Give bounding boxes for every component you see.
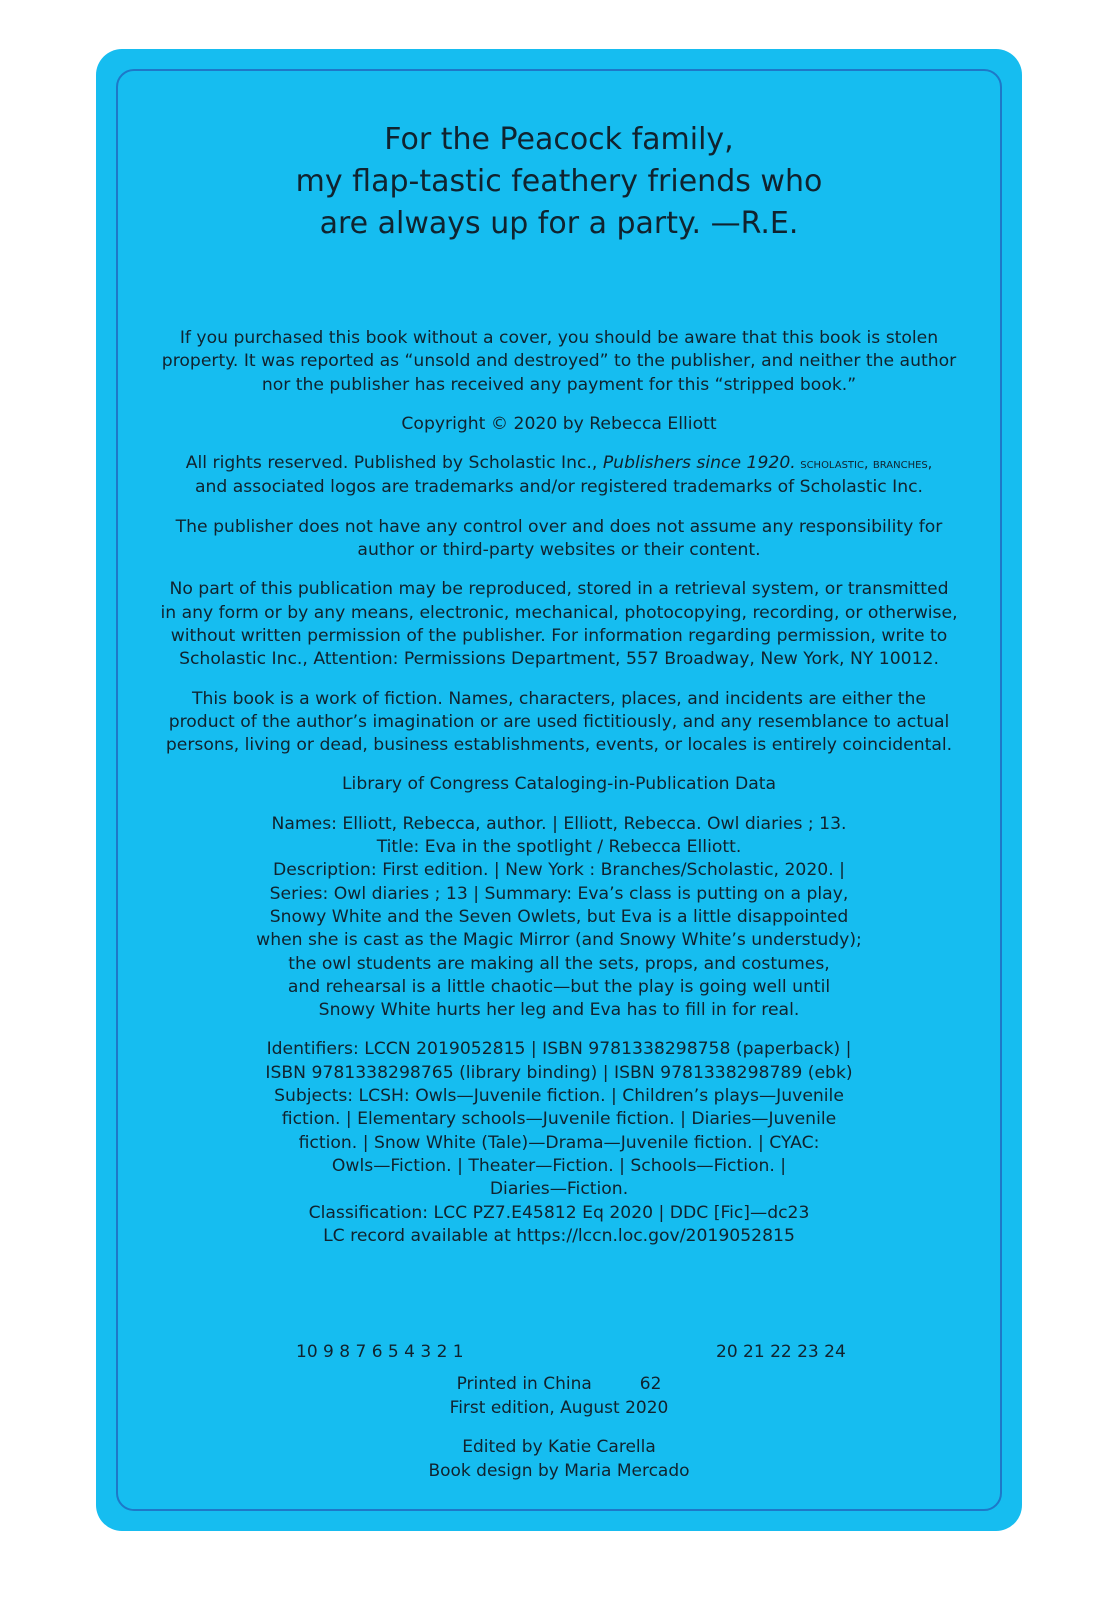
cip-heading-text: Library of Congress Cataloging-in-Publication Data	[341, 774, 777, 795]
responsibility-line: author or third-party websites or their content.	[357, 540, 761, 561]
dedication-line: are always up for a party. —R.E.	[319, 206, 799, 241]
responsibility-line: The publisher does not have any control over and does not assume any responsibility for	[175, 516, 943, 537]
printed-in-line	[136, 1372, 982, 1396]
responsibility-notice	[136, 516, 982, 563]
designer-credit: Book design by Maria Mercado	[428, 1461, 690, 1481]
cip-line: Description: First edition. | New York : Branches/Scholastic, 2020. |	[273, 860, 845, 881]
year-numbers: 20 21 22 23 24	[716, 1342, 846, 1362]
cip-identifiers-block	[136, 1038, 982, 1248]
cip-heading	[136, 773, 982, 796]
cip-line: and rehearsal is a little chaotic—but the play is going well until	[287, 976, 831, 997]
cip-line: when she is cast as the Magic Mirror (and Snowy White’s understudy);	[256, 930, 862, 951]
trademark-names: scholastic, branches,	[795, 456, 933, 473]
notice-line: nor the publisher has received any payment for this “stripped book.”	[261, 374, 857, 395]
cip-line: LC record available at https://lccn.loc.gov/2019052815	[323, 1225, 795, 1246]
printed-in-text: Printed in China	[456, 1374, 592, 1394]
dedication	[136, 119, 982, 245]
fiction-line: This book is a work of fiction. Names, characters, places, and incidents are either the	[191, 688, 927, 709]
reproduction-line: without written permission of the publisher. For information regarding permission, write to	[170, 625, 948, 646]
editor-credit: Edited by Katie Carella	[462, 1437, 656, 1457]
notice-line: If you purchased this book without a cover, you should be aware that this book is stolen	[179, 328, 939, 348]
cip-line: Snowy White hurts her leg and Eva has to fill in for real.	[318, 1000, 800, 1021]
cip-line: Owls—Fiction. | Theater—Fiction. | Schools—Fiction. |	[331, 1155, 787, 1176]
cip-line: Title: Eva in the spotlight / Rebecca Elliott.	[376, 837, 742, 858]
dedication-line: my flap-tastic feathery friends who	[295, 164, 823, 199]
edition-line: First edition, August 2020	[449, 1398, 669, 1418]
rights-reserved	[136, 452, 982, 500]
reproduction-notice	[136, 578, 982, 671]
fiction-disclaimer	[136, 688, 982, 758]
cip-line: Series: Owl diaries ; 13 | Summary: Eva’s class is putting on a play,	[269, 883, 849, 904]
cip-line: fiction. | Elementary schools—Juvenile fiction. | Diaries—Juvenile	[281, 1109, 837, 1130]
cip-line: Names: Elliott, Rebecca, author. | Elliott, Rebecca. Owl diaries ; 13.	[271, 813, 847, 834]
publisher-slogan: Publishers since 1920.	[602, 453, 796, 474]
fiction-line: product of the author’s imagination or are used fictitiously, and any resemblance to actual	[168, 711, 950, 732]
printing-info	[136, 1372, 982, 1420]
reproduction-line: in any form or by any means, electronic, mechanical, photocopying, recording, or otherwise,	[160, 602, 958, 623]
rights-line	[136, 452, 982, 476]
stripped-book-notice	[136, 327, 982, 397]
notice-line: property. It was reported as “unsold and destroyed” to the publisher, and neither the author	[161, 351, 957, 372]
dedication-line: For the Peacock family,	[384, 122, 734, 157]
credits	[136, 1435, 982, 1483]
fiction-line: persons, living or dead, business establishments, events, or locales is entirely coincidental.	[165, 735, 953, 756]
cip-line: Identifiers: LCCN 2019052815 | ISBN 9781338298758 (paperback) |	[266, 1039, 852, 1060]
cip-names-block	[136, 813, 982, 1023]
cip-line: Diaries—Fiction.	[489, 1179, 629, 1200]
reproduction-line: Scholastic Inc., Attention: Permissions Department, 557 Broadway, New York, NY 10012.	[179, 649, 939, 670]
cip-line: Classification: LCC PZ7.E45812 Eq 2020 | DDC [Fic]—dc23	[308, 1202, 810, 1223]
cip-line: ISBN 9781338298765 (library binding) | ISBN 9781338298789 (ebk)	[265, 1062, 853, 1083]
reproduction-line: No part of this publication may be reproduced, stored in a retrieval system, or transmitted	[169, 579, 949, 600]
copyright-line	[136, 413, 982, 436]
rights-text: All rights reserved. Published by Scholastic Inc.,	[185, 453, 603, 474]
copyright-page	[96, 49, 1022, 1531]
impression-numbers: 10 9 8 7 6 5 4 3 2 1	[296, 1342, 464, 1362]
cip-line: fiction. | Snow White (Tale)—Drama—Juvenile fiction. | CYAC:	[298, 1132, 820, 1153]
cip-line: Subjects: LCSH: Owls—Juvenile fiction. | Children’s plays—Juvenile	[274, 1086, 844, 1107]
printer-code: 62	[639, 1374, 662, 1394]
copyright-text: Copyright © 2020 by Rebecca Elliott	[401, 413, 717, 434]
cip-line: the owl students are making all the sets, props, and costumes,	[288, 953, 830, 974]
legal-text	[136, 327, 982, 1264]
cip-line: Snowy White and the Seven Owlets, but Eva is a little disappointed	[269, 906, 849, 927]
rights-line: and associated logos are trademarks and/or registered trademarks of Scholastic Inc.	[194, 477, 924, 498]
